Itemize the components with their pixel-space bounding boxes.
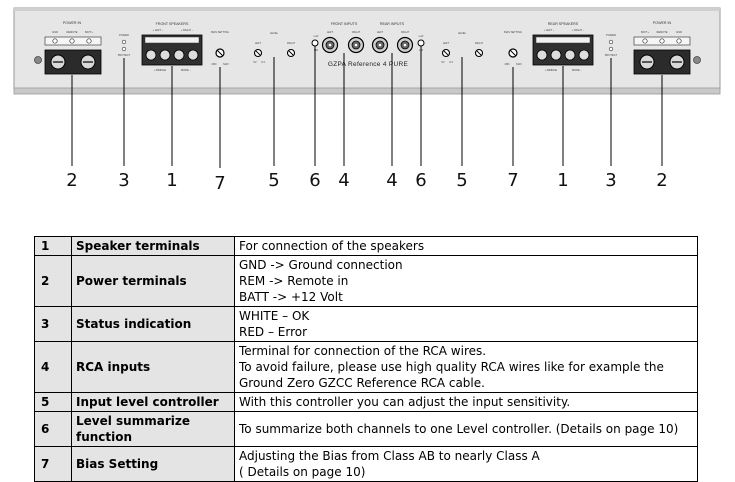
legend-description [235,256,698,307]
level-right-label-l: RIGHT [286,42,296,45]
sum-label-rear-b: L/R [418,49,424,52]
legend-row [35,393,698,412]
rear-speakers-title: REAR SPEAKERS [547,22,579,26]
level-scale-high-r: 0.3 [449,61,453,64]
front-input-right-label: RIGHT [351,31,361,34]
bias-max-right: MAX [516,63,522,66]
legend-row [35,256,698,307]
power-led-label-right: POWER [606,34,616,37]
rear-mode-label: MODE − [571,69,583,72]
bias-max-left: MAX [223,63,229,66]
front-left-label: + LEFT − [152,29,164,32]
legend-number: 1 [35,237,72,256]
legend-name: Bias Setting [72,447,235,482]
bias-title-left: BIAS SETTING [211,31,229,34]
legend-name: Speaker terminals [72,237,235,256]
power-in-left-title: POWER IN [62,21,82,25]
bias-min-left: MIN [211,63,217,66]
rear-input-left-label: LEFT [376,31,384,34]
sum-label-front-b: L/R [313,49,319,52]
bias-min-right: MIN [504,63,510,66]
legend-desc-line: GND -> Ground connection [239,258,403,272]
legend-desc-line: To summarize both channels to one Level controller. (Details on page 10) [239,422,679,436]
gnd-label-right: GND [676,31,682,34]
callout-number: 1 [166,170,178,191]
front-input-left-label: LEFT [326,31,334,34]
front-mode-label: MODE − [180,69,192,72]
legend-name: Status indication [72,307,235,342]
legend-name: Power terminals [72,256,235,307]
bias-title-right: BIAS SETTING [504,31,522,34]
level-scale-high-l: 0.3 [261,61,265,64]
rear-right-label: + RIGHT − [571,29,585,32]
screw-icon [35,57,42,64]
callout-number: 4 [338,170,350,191]
amplifier-panel-diagram [0,0,735,236]
sum-label-front-a: L+R [313,35,319,38]
rear-bridge-label: + BRIDGE [544,69,558,72]
legend-name: RCA inputs [72,342,235,393]
level-left-label-r: LEFT [442,42,450,45]
legend-description [235,237,698,256]
callout-number: 4 [386,170,398,191]
legend-desc-line: REM -> Remote in [239,274,349,288]
legend-number: 6 [35,412,72,447]
batt-label-left: BATT+ [85,31,93,34]
callout-number: 6 [415,170,427,191]
callout-number: 6 [309,170,321,191]
front-inputs-title: FRONT INPUTS [330,22,358,26]
protect-led-label-left: PROTECT [117,54,131,57]
protect-led-label-right: PROTECT [604,54,618,57]
level-scale-low-r: 5V [441,61,445,64]
legend-description [235,412,698,447]
callout-number: 5 [268,170,280,191]
panel-bottom-rail [14,88,720,94]
legend-desc-line: RED – Error [239,325,308,339]
remote-label-left: REMOTE [66,31,78,34]
level-right-label-r: RIGHT [474,42,484,45]
legend-desc-line: With this controller you can adjust the input sensitivity. [239,395,571,409]
legend-number: 5 [35,393,72,412]
legend-table [34,236,698,482]
power-led-label-left: POWER [119,34,129,37]
callout-numbers [66,170,667,194]
legend-row [35,237,698,256]
front-speakers-title: FRONT SPEAKERS [155,22,189,26]
legend-desc-line: BATT -> +12 Volt [239,290,343,304]
level-title-right: LEVEL [457,32,467,35]
legend-desc-line: Adjusting the Bias from Class AB to nearly Class A [239,449,540,463]
legend-desc-line: Ground Zero GZCC Reference RCA cable. [239,376,485,390]
rear-inputs-title: REAR INPUTS [379,22,405,26]
screw-icon [694,57,701,64]
legend-number: 3 [35,307,72,342]
legend-number: 2 [35,256,72,307]
brand-label: GZPA Reference 4 PURE [327,61,409,68]
callout-number: 2 [66,170,78,191]
remote-label-right: REMOTE [656,31,668,34]
panel-top-edge [14,8,720,11]
rear-input-right-label: RIGHT [400,31,410,34]
legend-name: Level summarize function [72,412,235,447]
callout-number: 2 [656,170,668,191]
callout-number: 3 [118,170,130,191]
level-left-label-l: LEFT [254,42,262,45]
level-title-left: LEVEL [269,32,279,35]
legend-description [235,447,698,482]
legend-row [35,412,698,447]
batt-label-right: BATT+ [641,31,649,34]
legend-name: Input level controller [72,393,235,412]
legend-desc-line: To avoid failure, please use high quality RCA wires like for example the [239,360,664,374]
legend-number: 4 [35,342,72,393]
rear-left-label: + LEFT − [543,29,555,32]
legend-description [235,307,698,342]
legend-row [35,307,698,342]
legend-desc-line: ( Details on page 10) [239,465,366,479]
legend-row [35,447,698,482]
legend-description [235,393,698,412]
callout-number: 1 [557,170,569,191]
legend-desc-line: For connection of the speakers [239,239,425,253]
gnd-label-left: GND [52,31,58,34]
legend-desc-line: Terminal for connection of the RCA wires. [239,344,487,358]
power-in-right-title: POWER IN [652,21,672,25]
legend-description [235,342,698,393]
callout-number: 5 [456,170,468,191]
legend-row [35,342,698,393]
legend-number: 7 [35,447,72,482]
panel-body [14,8,720,90]
level-scale-low-l: 5V [253,61,257,64]
front-right-label: + RIGHT − [180,29,194,32]
legend-desc-line: WHITE – OK [239,309,310,323]
sum-label-rear-a: L+R [418,35,424,38]
callout-number: 7 [507,170,519,191]
front-bridge-label: + BRIDGE [153,69,167,72]
callout-number: 3 [605,170,617,191]
callout-number: 7 [214,173,226,194]
